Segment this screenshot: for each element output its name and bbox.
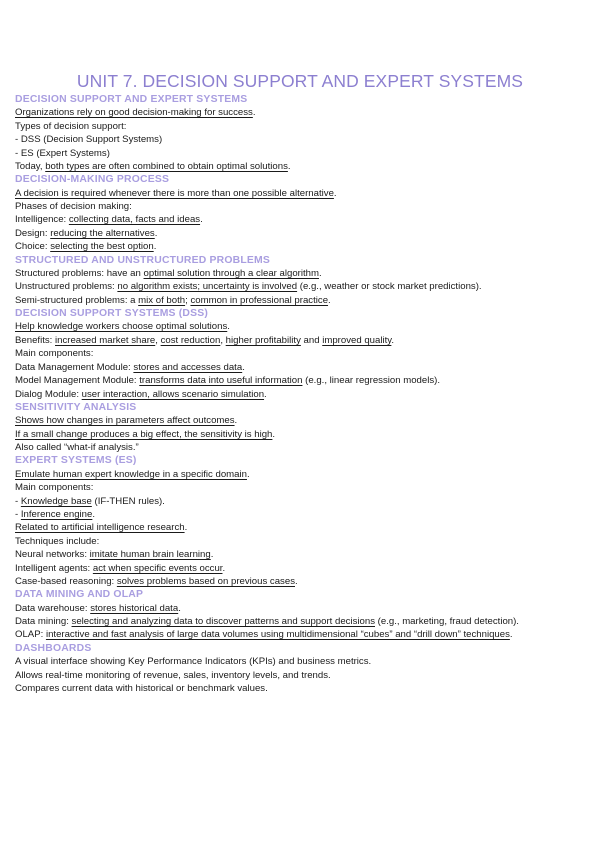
section [15, 588, 585, 642]
text-line [15, 120, 585, 133]
text-segment: - [15, 495, 21, 507]
text-segment: (e.g., marketing, fraud detection). [375, 616, 519, 628]
underlined-phrase: increased market share [55, 334, 156, 346]
text-segment: Benefits: [15, 334, 55, 346]
underlined-phrase: no algorithm exists; uncertainty is involved [117, 281, 298, 293]
text-line [15, 495, 585, 508]
text-segment: . [333, 187, 337, 199]
text-line [15, 682, 585, 695]
text-line [15, 575, 585, 588]
text-segment: . [318, 267, 322, 279]
text-line [15, 320, 585, 333]
text-line [15, 414, 585, 427]
underlined-phrase: A decision is required whenever there is more than one possible alternative [15, 187, 334, 199]
text-segment: . [295, 575, 298, 587]
section-heading: DATA MINING AND OLAP [15, 589, 144, 601]
text-segment: , [155, 334, 161, 346]
text-line [15, 669, 585, 682]
text-segment: , [220, 334, 226, 346]
document-page [15, 70, 585, 695]
text-segment: Today, [15, 160, 46, 172]
text-segment: . [154, 227, 158, 239]
text-line [15, 562, 585, 575]
text-segment: ; [185, 294, 191, 306]
text-line [15, 187, 585, 200]
text-segment: . [391, 334, 395, 346]
text-segment: . [222, 562, 226, 574]
text-line [15, 388, 585, 401]
section [15, 454, 585, 588]
section [15, 254, 585, 308]
underlined-phrase: imitate human brain learning [89, 549, 211, 561]
text-line [15, 280, 585, 293]
text-segment: . [184, 522, 188, 534]
text-segment: . [272, 428, 276, 440]
underlined-phrase: optimal solution through a clear algorithm [143, 267, 319, 279]
underlined-phrase: mix of both [138, 294, 186, 306]
section-heading: DECISION SUPPORT AND EXPERT SYSTEMS [15, 94, 248, 105]
text-segment: A visual interface showing Key Performance Indicators (KPIs) and business metrics. [15, 656, 372, 668]
text-segment: Design: [15, 227, 51, 239]
underlined-phrase: collecting data, facts and ideas [68, 214, 201, 226]
text-line [15, 334, 585, 347]
text-segment: Unstructured problems: [15, 281, 118, 293]
text-line [15, 428, 585, 441]
text-segment: . [242, 361, 245, 373]
text-line [15, 468, 585, 481]
section-heading: DECISION-MAKING PROCESS [15, 174, 170, 186]
underlined-phrase: improved quality [322, 334, 392, 346]
text-segment: Case-based reasoning: [15, 575, 117, 587]
section [15, 173, 585, 253]
section [15, 401, 585, 455]
section-heading: STRUCTURED AND UNSTRUCTURED PROBLEMS [15, 254, 271, 266]
underlined-phrase: Shows how changes in parameters affect outcomes [15, 415, 235, 427]
section [15, 307, 585, 401]
text-segment: Data warehouse: [15, 602, 91, 614]
underlined-phrase: solves problems based on previous cases [116, 575, 295, 587]
text-line [15, 133, 585, 146]
text-segment: Allows real-time monitoring of revenue, sales, inventory levels, and trends. [15, 669, 331, 681]
underlined-phrase: Emulate human expert knowledge in a specific domain [15, 468, 247, 480]
text-segment: . [264, 388, 267, 400]
text-segment: . [92, 508, 96, 520]
text-line [15, 347, 585, 360]
underlined-phrase: act when specific events occur [92, 562, 223, 574]
text-line [15, 481, 585, 494]
text-segment: Data Management Module: [15, 361, 134, 373]
text-segment: (e.g., linear regression models). [302, 375, 441, 387]
text-line [15, 200, 585, 213]
text-line [15, 548, 585, 561]
underlined-phrase: selecting the best option [50, 241, 154, 253]
text-segment: Techniques include: [15, 535, 100, 547]
text-segment: . [246, 468, 250, 480]
text-line [15, 521, 585, 534]
text-segment: Intelligence: [15, 214, 69, 226]
section [15, 642, 585, 696]
page-title: UNIT 7. DECISION SUPPORT AND EXPERT SYSTEMS [76, 71, 524, 91]
underlined-phrase: selecting and analyzing data to discover patterns and support decisions [71, 616, 375, 628]
text-line [15, 602, 585, 615]
text-segment: . [252, 107, 256, 119]
text-line [15, 535, 585, 548]
section-heading: SENSITIVITY ANALYSIS [15, 401, 137, 413]
text-segment: OLAP: [15, 629, 46, 641]
text-segment: . [287, 160, 291, 172]
underlined-phrase: higher profitability [225, 334, 301, 346]
text-segment: - DSS (Decision Support Systems) [15, 134, 163, 146]
underlined-phrase: user interaction, allows scenario simulation [81, 388, 265, 400]
text-line [15, 213, 585, 226]
text-segment: Choice: [15, 241, 51, 253]
underlined-phrase: interactive and fast analysis of large data volumes using multidimensional “cubes” and “drill down” techniques [45, 629, 510, 641]
text-segment: . [227, 321, 230, 333]
text-segment: - ES (Expert Systems) [15, 147, 110, 159]
text-line [15, 160, 585, 173]
text-line [15, 240, 585, 253]
text-line [15, 147, 585, 160]
text-line [15, 267, 585, 280]
text-line [15, 361, 585, 374]
underlined-phrase: stores and accesses data [133, 361, 243, 373]
underlined-phrase: stores historical data [90, 602, 179, 614]
text-segment: Semi-structured problems: a [15, 294, 139, 306]
underlined-phrase: Organizations rely on good decision-making for success [15, 107, 253, 119]
text-segment: Phases of decision making: [15, 201, 132, 213]
text-segment: Dialog Module: [15, 388, 82, 400]
text-segment: . [200, 214, 203, 226]
text-line [15, 106, 585, 119]
text-segment: . [328, 294, 331, 306]
section-heading: EXPERT SYSTEMS (ES) [15, 455, 137, 467]
text-segment: Types of decision support: [15, 120, 127, 132]
section-heading: DASHBOARDS [15, 642, 92, 654]
text-segment: . [509, 629, 513, 641]
text-line [15, 227, 585, 240]
text-segment: Compares current data with historical or benchmark values. [15, 683, 268, 694]
text-line [15, 441, 585, 454]
text-line [15, 508, 585, 521]
underlined-phrase: common in professional practice [190, 294, 329, 306]
text-line [15, 374, 585, 387]
underlined-phrase: both types are often combined to obtain optimal solutions [45, 160, 288, 172]
text-line [15, 655, 585, 668]
underlined-phrase: Inference engine [20, 508, 93, 520]
text-segment: Structured problems: have an [15, 267, 144, 279]
text-segment: . [210, 549, 214, 561]
text-line [15, 615, 585, 628]
underlined-phrase: cost reduction [160, 334, 221, 346]
text-segment: . [153, 241, 157, 253]
section-heading: DECISION SUPPORT SYSTEMS (DSS) [15, 308, 209, 320]
section [15, 93, 585, 173]
text-segment: (IF-THEN rules). [91, 495, 165, 507]
text-line [15, 628, 585, 641]
text-segment: Intelligent agents: [15, 562, 93, 574]
text-segment: Data mining: [15, 616, 72, 628]
text-segment: Also called “what-if analysis.” [15, 442, 139, 454]
underlined-phrase: Related to artificial intelligence research [15, 522, 185, 534]
underlined-phrase: transforms data into useful information [139, 375, 303, 387]
text-segment: . [234, 415, 238, 427]
text-segment: (e.g., weather or stock market predictions). [297, 281, 482, 293]
document-body [15, 93, 585, 695]
underlined-phrase: Help knowledge workers choose optimal solutions [15, 321, 228, 333]
underlined-phrase: reducing the alternatives [50, 227, 155, 239]
text-segment: Main components: [15, 348, 94, 360]
text-segment: . [178, 602, 181, 614]
text-segment: and [300, 334, 323, 346]
underlined-phrase: If a small change produces a big effect, the sensitivity is high [15, 428, 273, 440]
text-segment: Neural networks: [15, 549, 90, 561]
underlined-phrase: Knowledge base [20, 495, 92, 507]
text-segment: Main components: [15, 482, 94, 494]
text-line [15, 294, 585, 307]
text-segment: Model Management Module: [15, 375, 140, 387]
text-segment: - [15, 508, 21, 520]
